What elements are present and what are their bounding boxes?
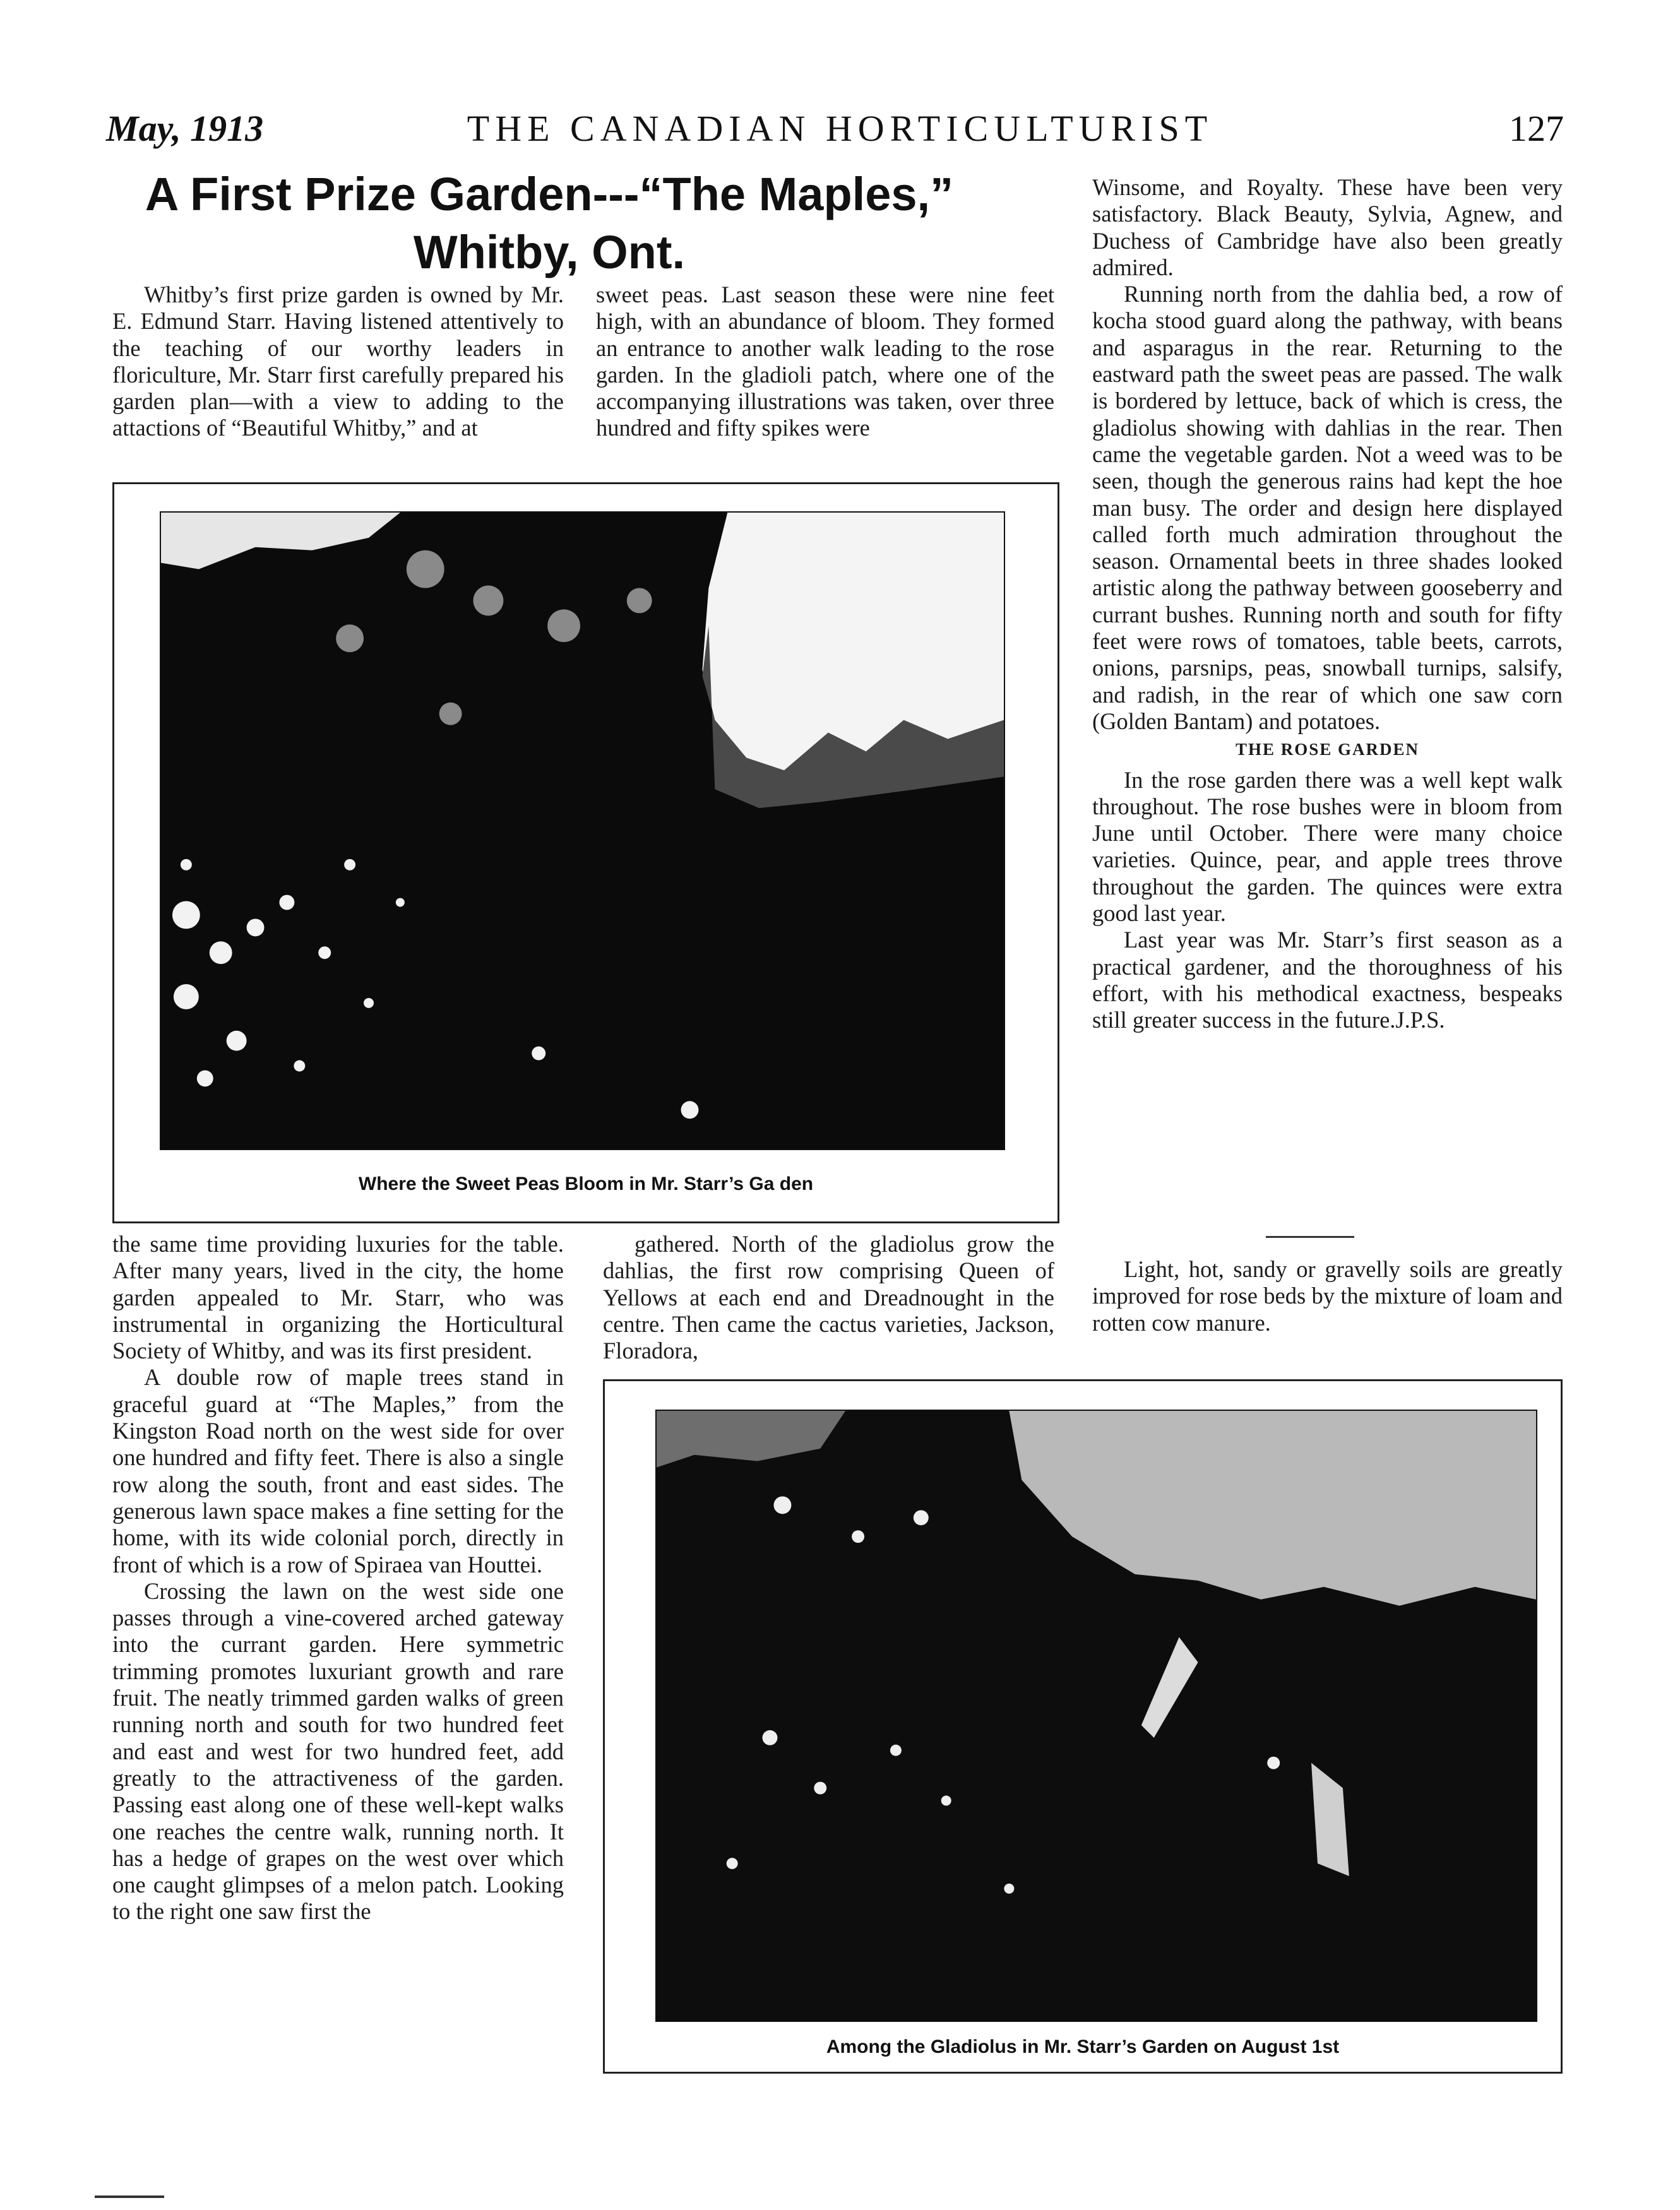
paragraph: Winsome, and Royalty. These have been very satisfactory. Black Beauty, Sylvia, Agnew, and Duchess of Cambridge have also been greatly admired.: [1092, 174, 1563, 280]
corner-mark: [95, 2195, 164, 2198]
paragraph: the same time providing luxuries for the table. After many years, lived in the city, the home garden appealed to Mr. Starr, who was instrumental in organizing the Horticultural Society of Whitby, and was its first president.: [112, 1231, 564, 1364]
sweet-peas-photo: [160, 511, 1005, 1150]
article-title: [107, 165, 991, 282]
paragraph: Running north from the dahlia bed, a row of kocha stood guard along the pathway, with beans and asparagus in the rear. Returning to the eastward path the sweet peas are passed. The walk is bordered by lettuce, back of which is cress, the gladiolus showing with dahlias in the rear. Then came the vegetable garden. Not a weed was to be seen, though the generous rains had kept the hoe man busy. The order and design here displayed called forth much admiration throughout the season. Ornamental beets in three shades looked artistic along the pathway between gooseberry and currant bushes. Running north and south for fifty feet were rows of tomatoes, table beets, carrots, onions, parsnips, peas, snowball turnips, salsify, and radish, in the rear of which one saw corn (Golden Bantam) and potatoes.: [1092, 281, 1563, 734]
paragraph: Light, hot, sandy or gravelly soils are greatly improved for rose beds by the mixture of loam and rotten cow manure.: [1092, 1256, 1563, 1336]
paragraph: Whitby’s first prize garden is owned by Mr. E. Edmund Starr. Having listened attentively to the teaching of our worthy leaders in floriculture, Mr. Starr first carefully prepared his garden plan—with a view to adding to the attactions of “Beautiful Whitby,” and at: [112, 282, 564, 441]
paragraph: sweet peas. Last season these were nine feet high, with an abundance of bloom. They formed an entrance to another walk leading to the rose garden. In the gladioli patch, where one of the accompanying illustrations was taken, over three hundred and fifty spikes were: [596, 282, 1054, 441]
paragraph: gathered. North of the gladiolus grow the dahlias, the first row comprising Queen of Yellows at each end and Dreadnought in the centre. Then came the cactus varieties, Jackson, Floradora,: [603, 1231, 1054, 1364]
article-title-line-2: Whitby, Ont.: [413, 226, 686, 278]
photo-2-frame: [603, 1379, 1563, 2074]
photo-1-caption: Where the Sweet Peas Bloom in Mr. Starr’s Ga den: [358, 1173, 814, 1194]
issue-date: May, 1913: [106, 108, 264, 149]
filler-note: [1092, 1256, 1563, 1336]
column-2-top: [596, 282, 1054, 442]
publication-title: THE CANADIAN HORTICULTURIST: [467, 108, 1213, 149]
column-1-top: [112, 282, 564, 442]
paragraph: Last year was Mr. Starr’s first season as a practical gardener, and the thoroughness of his effort, with his methodical exactness, bespeaks still greater success in the future.J.P.S.: [1092, 927, 1563, 1033]
subheading-rose-garden: THE ROSE GARDEN: [1235, 740, 1420, 759]
article-title-line-1: A First Prize Garden---“The Maples,”: [145, 168, 954, 220]
page-number: 127: [1509, 108, 1564, 149]
photo-2-caption: Among the Gladiolus in Mr. Starr’s Garden on August 1st: [826, 2036, 1340, 2057]
paragraph: Crossing the lawn on the west side one passes through a vine-covered arched gateway into the currant garden. Here symmetric trimming promotes luxuriant growth and rare fruit. The neatly trimmed garden walks of green running north and south for two hundred feet and east and west for two hundred feet, add greatly to the attractiveness of the garden. Passing east along one of these well-kept walks one reaches the centre walk, running north. It has a hedge of grapes on the west over which one caught glimpses of a melon patch. Looking to the right one saw first the: [112, 1577, 564, 1925]
paragraph: In the rose garden there was a well kept walk throughout. The rose bushes were in bloom from June until October. There were many choice varieties. Quince, pear, and apple trees throve throughout the garden. The quinces were extra good last year.: [1092, 766, 1563, 927]
paragraph: A double row of maple trees stand in graceful guard at “The Maples,” from the Kingston Road north on the west side for over one hundred and fifty feet. There is also a single row along the south, front and east sides. The generous lawn space makes a fine setting for the home, with its wide colonial porch, directly in front of which is a row of Spiraea van Houttei.: [112, 1364, 564, 1577]
gladiolus-photo: [655, 1410, 1537, 2022]
gladiolus-photo-image: [657, 1411, 1536, 2021]
column-1-bottom: [112, 1231, 564, 1925]
separator-rule: [1266, 1236, 1354, 1238]
sweet-peas-photo-image: [161, 513, 1004, 1149]
column-3: [1092, 174, 1563, 1034]
column-2-bottom: [603, 1231, 1054, 1364]
photo-1-frame: [112, 482, 1059, 1223]
